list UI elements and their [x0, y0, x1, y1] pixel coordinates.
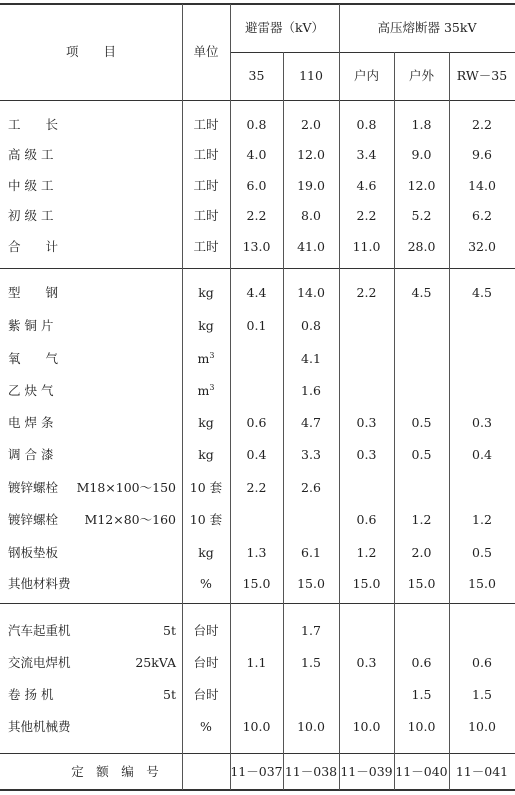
- header-col-outdoor: 户外: [408, 68, 434, 83]
- footer-code-outdoor: 11－040: [395, 764, 448, 779]
- labor-cell-outdoor: 9.0: [411, 147, 432, 162]
- machinery-row-unit: 台时: [193, 687, 219, 702]
- header-col-rw35: RW－35: [456, 68, 508, 83]
- machinery-row-spec: 25kVA: [135, 655, 176, 670]
- labor-row-unit: 工时: [193, 178, 219, 193]
- materials-row-unit: kg: [198, 318, 214, 333]
- labor-cell-rw35: 14.0: [468, 178, 496, 193]
- machinery-cell-rw35: 1.5: [472, 687, 492, 702]
- unit-superscript: 3: [209, 382, 215, 392]
- labor-bottom-rule: [0, 268, 515, 269]
- materials-row-unit: kg: [198, 415, 214, 430]
- header-fuse: 高压熔断器 35kV: [377, 20, 477, 35]
- materials-cell-rw35: 0.3: [472, 415, 492, 430]
- materials-cell-rw35: 0.5: [472, 545, 492, 560]
- header-sub-rule: [230, 52, 515, 53]
- header-unit: 单位: [193, 44, 219, 59]
- materials-cell-outdoor: 1.2: [411, 512, 432, 527]
- header-item: 项 目: [65, 44, 116, 59]
- materials-cell-110: 6.1: [301, 545, 321, 560]
- materials-cell-outdoor: 0.5: [411, 415, 432, 430]
- labor-row-name: 合 计: [8, 239, 59, 254]
- materials-cell-indoor: 2.2: [356, 285, 377, 300]
- labor-cell-rw35: 9.6: [472, 147, 492, 162]
- materials-row-unit: 10 套: [189, 512, 223, 527]
- materials-cell-outdoor: 4.5: [411, 285, 432, 300]
- materials-cell-35: 4.4: [246, 285, 267, 300]
- materials-cell-rw35: 15.0: [468, 576, 496, 591]
- materials-row-unit: %: [200, 576, 212, 591]
- labor-cell-rw35: 6.2: [472, 208, 492, 223]
- materials-cell-outdoor: 2.0: [411, 545, 432, 560]
- machinery-cell-indoor: 0.3: [356, 655, 377, 670]
- labor-cell-35: 13.0: [242, 239, 271, 254]
- labor-cell-indoor: 11.0: [352, 239, 381, 254]
- labor-row-unit: 工时: [193, 117, 219, 132]
- materials-cell-indoor: 15.0: [352, 576, 381, 591]
- labor-cell-rw35: 2.2: [472, 117, 492, 132]
- materials-row-name: 型 钢: [8, 285, 59, 300]
- labor-cell-outdoor: 12.0: [407, 178, 436, 193]
- labor-cell-35: 6.0: [246, 178, 267, 193]
- footer-code-rw35: 11－041: [455, 764, 509, 779]
- materials-cell-outdoor: 15.0: [407, 576, 436, 591]
- materials-cell-110: 2.6: [301, 480, 321, 495]
- machinery-row-unit: 台时: [193, 655, 219, 670]
- machinery-cell-35: 10.0: [242, 719, 271, 734]
- labor-cell-outdoor: 28.0: [407, 239, 436, 254]
- materials-cell-indoor: 0.3: [356, 415, 377, 430]
- labor-row-name: 初 级 工: [8, 208, 54, 223]
- materials-cell-110: 4.7: [301, 415, 321, 430]
- labor-cell-indoor: 3.4: [356, 147, 377, 162]
- materials-cell-35: 1.3: [246, 545, 267, 560]
- materials-row-name: 镀锌螺栓: [8, 512, 59, 527]
- materials-row-unit: kg: [198, 285, 214, 300]
- labor-cell-110: 8.0: [301, 208, 321, 223]
- labor-cell-110: 12.0: [297, 147, 325, 162]
- materials-row-unit: 10 套: [189, 480, 223, 495]
- machinery-row-name: 卷 扬 机: [8, 687, 54, 702]
- materials-row-name: 紫 铜 片: [8, 318, 54, 333]
- machinery-row-spec: 5t: [163, 687, 176, 702]
- materials-row-unit: kg: [198, 545, 214, 560]
- materials-cell-110: 4.1: [301, 351, 321, 366]
- machinery-cell-outdoor: 1.5: [411, 687, 432, 702]
- labor-cell-110: 19.0: [297, 178, 325, 193]
- materials-cell-110: 3.3: [301, 447, 321, 462]
- table-bottom-rule: [0, 789, 515, 791]
- materials-row-name: 电 焊 条: [8, 415, 54, 430]
- labor-cell-indoor: 4.6: [356, 178, 377, 193]
- table-top-rule: [0, 3, 515, 5]
- machinery-cell-outdoor: 10.0: [407, 719, 436, 734]
- machinery-cell-110: 10.0: [297, 719, 325, 734]
- footer-code-indoor: 11－039: [340, 764, 393, 779]
- machinery-row-name: 交流电焊机: [8, 655, 71, 670]
- materials-cell-rw35: 4.5: [472, 285, 492, 300]
- materials-row-name: 镀锌螺栓: [8, 480, 59, 495]
- materials-row-unit: kg: [198, 447, 214, 462]
- machinery-bottom-rule: [0, 753, 515, 754]
- machinery-cell-110: 1.7: [301, 623, 321, 638]
- labor-cell-outdoor: 5.2: [411, 208, 432, 223]
- machinery-cell-110: 1.5: [301, 655, 321, 670]
- machinery-cell-rw35: 0.6: [472, 655, 492, 670]
- materials-row-name: 其他材料费: [8, 576, 71, 591]
- materials-row-spec: M18×100～150: [76, 480, 176, 495]
- labor-cell-110: 41.0: [297, 239, 325, 254]
- header-col-35: 35: [248, 68, 265, 83]
- materials-cell-35: 0.4: [246, 447, 267, 462]
- materials-row-name: 乙 炔 气: [8, 383, 54, 398]
- materials-cell-110: 0.8: [301, 318, 321, 333]
- materials-cell-110: 14.0: [297, 285, 325, 300]
- labor-cell-110: 2.0: [301, 117, 321, 132]
- materials-cell-indoor: 1.2: [356, 545, 377, 560]
- machinery-cell-outdoor: 0.6: [411, 655, 432, 670]
- materials-cell-rw35: 0.4: [472, 447, 492, 462]
- machinery-row-spec: 5t: [163, 623, 176, 638]
- footer-code-35: 11－037: [230, 764, 283, 779]
- header-col-indoor: 户内: [353, 68, 379, 83]
- machinery-row-name: 汽车起重机: [8, 623, 71, 638]
- header-bottom-rule: [0, 100, 515, 101]
- machinery-row-unit: 台时: [193, 623, 219, 638]
- materials-bottom-rule: [0, 603, 515, 604]
- materials-row-unit: $m^3$: [197, 350, 215, 366]
- materials-row-name: 钢板垫板: [8, 545, 59, 560]
- materials-cell-35: 0.1: [246, 318, 267, 333]
- labor-row-unit: 工时: [193, 208, 219, 223]
- machinery-cell-indoor: 10.0: [352, 719, 381, 734]
- materials-cell-indoor: 0.6: [356, 512, 377, 527]
- labor-cell-indoor: 0.8: [356, 117, 377, 132]
- labor-row-unit: 工时: [193, 239, 219, 254]
- materials-cell-35: 0.6: [246, 415, 267, 430]
- labor-cell-rw35: 32.0: [468, 239, 496, 254]
- materials-row-name: 调 合 漆: [8, 447, 54, 462]
- materials-cell-outdoor: 0.5: [411, 447, 432, 462]
- labor-cell-35: 0.8: [246, 117, 267, 132]
- materials-row-name: 氧 气: [8, 351, 59, 366]
- materials-cell-110: 1.6: [301, 383, 321, 398]
- labor-row-unit: 工时: [193, 147, 219, 162]
- materials-cell-indoor: 0.3: [356, 447, 377, 462]
- materials-cell-35: 15.0: [242, 576, 271, 591]
- labor-cell-outdoor: 1.8: [411, 117, 432, 132]
- labor-row-name: 工 长: [8, 117, 59, 132]
- materials-cell-rw35: 1.2: [472, 512, 492, 527]
- labor-cell-indoor: 2.2: [356, 208, 377, 223]
- unit-superscript: 3: [209, 350, 215, 360]
- machinery-row-name: 其他机械费: [8, 719, 71, 734]
- materials-cell-110: 15.0: [297, 576, 325, 591]
- labor-row-name: 中 级 工: [8, 178, 54, 193]
- materials-row-spec: M12×80～160: [84, 512, 176, 527]
- header-arrester: 避雷器（kV）: [244, 20, 325, 35]
- labor-cell-35: 4.0: [246, 147, 267, 162]
- machinery-cell-35: 1.1: [246, 655, 267, 670]
- materials-cell-35: 2.2: [246, 480, 267, 495]
- machinery-row-unit: %: [200, 719, 212, 734]
- materials-row-unit: $m^3$: [197, 382, 215, 398]
- labor-cell-35: 2.2: [246, 208, 267, 223]
- footer-label: 定 额 编 号: [71, 764, 159, 779]
- header-col-110: 110: [299, 68, 323, 83]
- machinery-cell-rw35: 10.0: [468, 719, 496, 734]
- footer-code-110: 11－038: [284, 764, 338, 779]
- labor-row-name: 高 级 工: [8, 147, 54, 162]
